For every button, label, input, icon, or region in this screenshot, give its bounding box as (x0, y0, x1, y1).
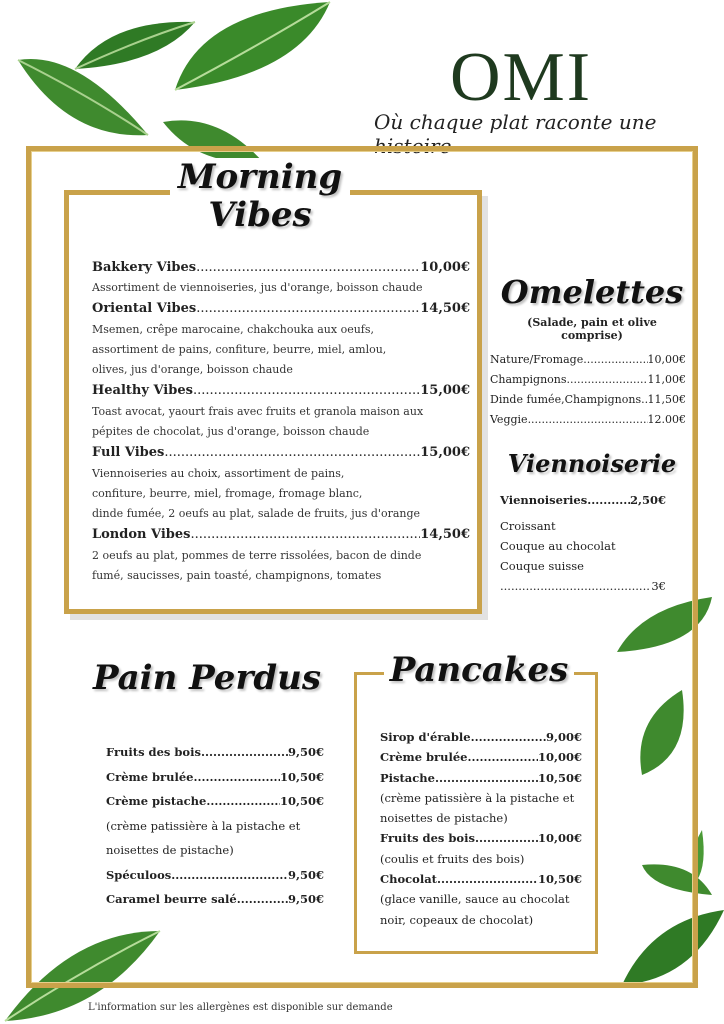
viennoiserie-title: Viennoiserie (507, 449, 677, 478)
pancakes-title: Pancakes (384, 648, 574, 692)
allergen-note: L'information sur les allergènes est disponible sur demande (88, 1002, 393, 1013)
menu-item: Crème brulée ..... 10,00€ (380, 747, 582, 767)
item-description: 2 oeufs au plat, pommes de terre rissolées, bacon de dinde (92, 549, 422, 562)
menu-item: Pistache ..... 10,50€ (380, 768, 582, 788)
menu-item: Crème brulée ..... 10,50€ (106, 765, 324, 790)
menu-item: Nature/Fromage ..... 10,00€ (490, 350, 686, 370)
menu-item: Chocolat ..... 10,50€ (380, 869, 582, 889)
item-description: assortiment de pains, confiture, beurre, miel, amlou, (92, 343, 387, 356)
menu-item: Crème pistache ..... 10,50€ (106, 789, 324, 814)
item-description: (coulis et fruits des bois) (380, 851, 525, 866)
pain-perdus-title: Pain Perdus (93, 658, 321, 698)
pain-perdus-list (106, 740, 324, 912)
item-description: Viennoiseries au choix, assortiment de pains, (92, 467, 345, 480)
item-description: olives, jus d'orange, boisson chaude (92, 363, 293, 376)
morning-list (92, 258, 470, 586)
morning-title-line1: Morning (177, 157, 343, 197)
list-item: Croissant (500, 519, 556, 533)
item-description: Toast avocat, yaourt frais avec fruits et granola maison aux (92, 405, 424, 418)
item-description: noisettes de pistache) (380, 811, 508, 826)
item-description: (glace vanille, sauce au chocolat (380, 892, 570, 907)
menu-item: London Vibes ..... 14,50€ (92, 524, 470, 546)
menu-item: Viennoiseries ..... 2,50€ (500, 490, 666, 510)
omelettes-title: Omelettes (500, 273, 684, 311)
morning-title-line2: Vibes (208, 195, 312, 235)
menu-item: Fruits des bois ..... 10,00€ (380, 828, 582, 848)
menu-item: Oriental Vibes ..... 14,50€ (92, 298, 470, 320)
morning-title (170, 158, 350, 234)
leaf-decoration-icon (170, 0, 335, 95)
menu-item: Veggie ..... 12.00€ (490, 410, 686, 430)
item-description: fumé, saucisses, pain toasté, champignons, tomates (92, 569, 382, 582)
menu-item: ..... 3€ (500, 576, 666, 596)
item-description: (crème patissière à la pistache et (106, 818, 301, 833)
item-description: dinde fumée, 2 oeufs au plat, salade de fruits, jus d'orange (92, 507, 421, 520)
menu-item: Bakkery Vibes ..... 10,00€ (92, 258, 470, 278)
omelettes-subtitle: (Salade, pain et olive comprise) (527, 316, 657, 342)
menu-item: Dinde fumée,Champignons ..... 11,50€ (490, 390, 686, 410)
pancakes-list (380, 727, 582, 930)
menu-item: Sirop d'érable ..... 9,00€ (380, 727, 582, 747)
list-item: Couque suisse (500, 559, 584, 573)
menu-item: Fruits des bois ..... 9,50€ (106, 740, 324, 765)
menu-item: Full Vibes ..... 15,00€ (92, 442, 470, 464)
menu-item: Champignons ..... 11,00€ (490, 370, 686, 390)
tagline: Où chaque plat raconte une histoire (374, 110, 657, 158)
item-description: noir, copeaux de chocolat) (380, 912, 534, 927)
item-description: (crème patissière à la pistache et (380, 790, 575, 805)
menu-item: Healthy Vibes ..... 15,00€ (92, 380, 470, 402)
item-description: confiture, beurre, miel, fromage, fromage blanc, (92, 487, 363, 500)
list-item: Couque au chocolat (500, 539, 616, 553)
omelettes-list (490, 350, 686, 430)
menu-item: Caramel beurre salé ..... 9,50€ (106, 887, 324, 912)
brand-logo: OMI (450, 39, 593, 116)
item-description: Assortiment de viennoiseries, jus d'orange, boisson chaude (92, 281, 423, 294)
menu-item: Spéculoos ..... 9,50€ (106, 863, 324, 888)
item-description: pépites de chocolat, jus d'orange, boisson chaude (92, 425, 370, 438)
viennoiserie-list (500, 490, 666, 596)
item-description: noisettes de pistache) (106, 843, 234, 857)
item-description: Msemen, crêpe marocaine, chakchouka aux oeufs, (92, 323, 375, 336)
